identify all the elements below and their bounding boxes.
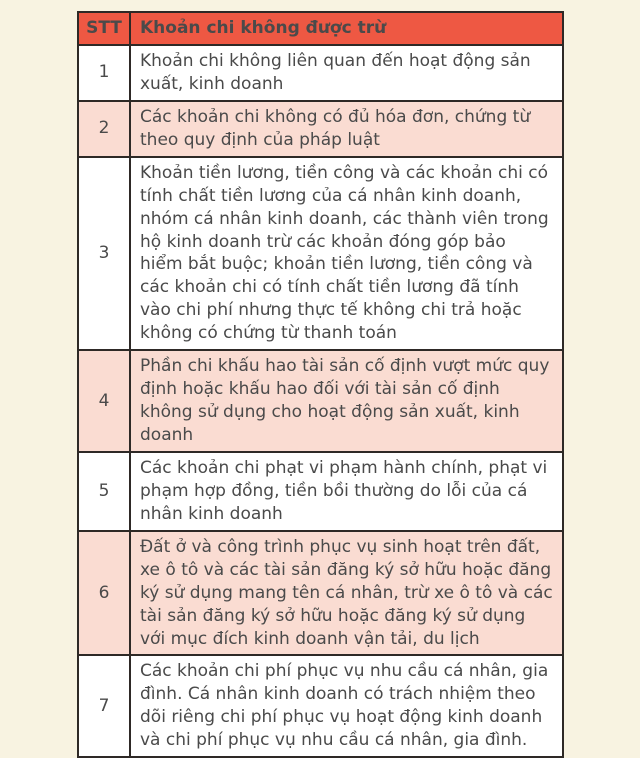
row-number-cell: 5: [78, 452, 130, 531]
non-deductible-expense-table: [77, 11, 564, 758]
non-deductible-expense-table-container: [77, 11, 564, 758]
table-row: [78, 452, 563, 531]
expense-description-cell: Các khoản chi không có đủ hóa đơn, chứng từ theo quy định của pháp luật: [130, 101, 563, 157]
table-row: [78, 350, 563, 452]
table-header-row: [78, 12, 563, 45]
table-body: [78, 45, 563, 757]
row-number-cell: 3: [78, 157, 130, 351]
row-number-cell: 2: [78, 101, 130, 157]
header-cell-stt: STT: [78, 12, 130, 45]
row-number-cell: 1: [78, 45, 130, 101]
table-row: [78, 655, 563, 757]
header-cell-expense: Khoản chi không được trừ: [130, 12, 563, 45]
expense-description-cell: Khoản chi không liên quan đến hoạt động sản xuất, kinh doanh: [130, 45, 563, 101]
expense-description-cell: Khoản tiền lương, tiền công và các khoản chi có tính chất tiền lương của cá nhân kinh doanh, nhóm cá nhân kinh doanh, các thành viên trong hộ kinh doanh trừ các khoản đóng góp bảo hiểm bắt buộc; khoản tiền lương, tiền công và các khoản chi có tính chất tiền lương đã tính vào chi phí nhưng thực tế không chi trả hoặc không có chứng từ thanh toán: [130, 157, 563, 351]
expense-description-cell: Các khoản chi phạt vi phạm hành chính, phạt vi phạm hợp đồng, tiền bồi thường do lỗi của cá nhân kinh doanh: [130, 452, 563, 531]
expense-description-cell: Đất ở và công trình phục vụ sinh hoạt trên đất, xe ô tô và các tài sản đăng ký sở hữu hoặc đăng ký sử dụng mang tên cá nhân, trừ xe ô tô và các tài sản đăng ký sở hữu hoặc đăng ký sử dụng với mục đích kinh doanh vận tải, du lịch: [130, 531, 563, 656]
expense-description-cell: Phần chi khấu hao tài sản cố định vượt mức quy định hoặc khấu hao đối với tài sản cố định không sử dụng cho hoạt động sản xuất, kinh doanh: [130, 350, 563, 452]
row-number-cell: 6: [78, 531, 130, 656]
table-row: [78, 157, 563, 351]
expense-description-cell: Các khoản chi phí phục vụ nhu cầu cá nhân, gia đình. Cá nhân kinh doanh có trách nhiệm theo dõi riêng chi phí phục vụ hoạt động kinh doanh và chi phí phục vụ nhu cầu cá nhân, gia đình.: [130, 655, 563, 757]
table-row: [78, 101, 563, 157]
row-number-cell: 7: [78, 655, 130, 757]
row-number-cell: 4: [78, 350, 130, 452]
table-row: [78, 531, 563, 656]
table-row: [78, 45, 563, 101]
table-header: [78, 12, 563, 45]
